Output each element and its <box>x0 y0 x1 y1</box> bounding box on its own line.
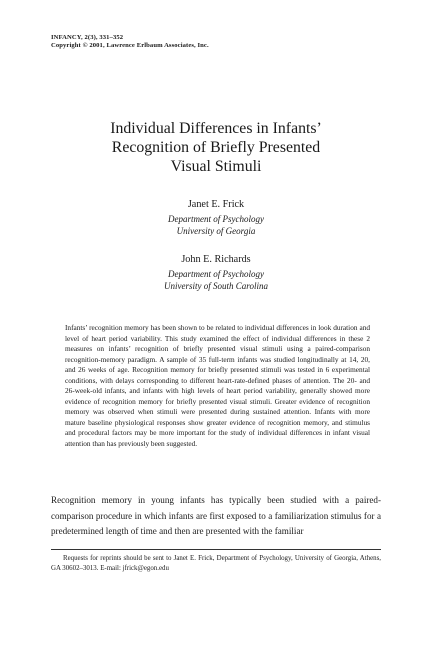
title-line: Individual Differences in Infants’ <box>110 120 322 137</box>
abstract: Infants’ recognition memory has been shown to be related to individual differences in look duration and level of heart period variability. This study examined the effect of individual differences in these 2 measures on infants’ recognition of briefly presented visual stimuli using a paired-comparison recognition-memory paradigm. A sample of 35 full-term infants was studied longitudinally at 14, 20, and 26 weeks of age. Recognition memory for briefly presented stimuli was tested in 6 experimental conditions, with delays corresponding to different heart-rate-defined phases of attention. The 20- and 26-week-old infants, and infants with high levels of heart period variability, generally showed more evidence of recognition memory for briefly presented visual stimuli. Greater evidence of recognition memory was observed when stimuli were presented during sustained attention. Infants with more mature baseline physiological responses show greater evidence of recognition memory, and stimulus and procedural factors may be more important for the study of individual differences in infant visual attention than has previously been suggested. <box>65 323 370 448</box>
footnote-divider <box>51 549 381 550</box>
author-university: University of Georgia <box>176 225 256 236</box>
author-department: Department of Psychology <box>168 269 264 279</box>
body-paragraph: Recognition memory in young infants has typically been studied with a paired-comparison procedure in which infants are first exposed to a familiarization stimulus for a predetermined length of time and then are presented with the familiar <box>51 495 381 537</box>
article-title <box>60 119 372 176</box>
journal-header <box>51 34 209 50</box>
title-line: Visual Stimuli <box>170 158 262 175</box>
author-department: Department of Psychology <box>168 214 264 224</box>
copyright-notice: Copyright © 2001, Lawrence Erlbaum Associates, Inc. <box>51 42 209 49</box>
title-line: Recognition of Briefly Presented <box>111 139 321 156</box>
author-university: University of South Carolina <box>164 280 268 291</box>
author-name: Janet E. Frick <box>187 199 245 210</box>
author-block <box>60 198 372 237</box>
author-name: John E. Richards <box>181 254 251 265</box>
footnote: Requests for reprints should be sent to Janet E. Frick, Department of Psychology, University of Georgia, Athens, GA 30602–3013. E-mail: jfrick@egon.edu <box>51 555 381 572</box>
author-block <box>60 253 372 292</box>
journal-citation: INFANCY, 2(3), 331–352 <box>51 34 124 41</box>
